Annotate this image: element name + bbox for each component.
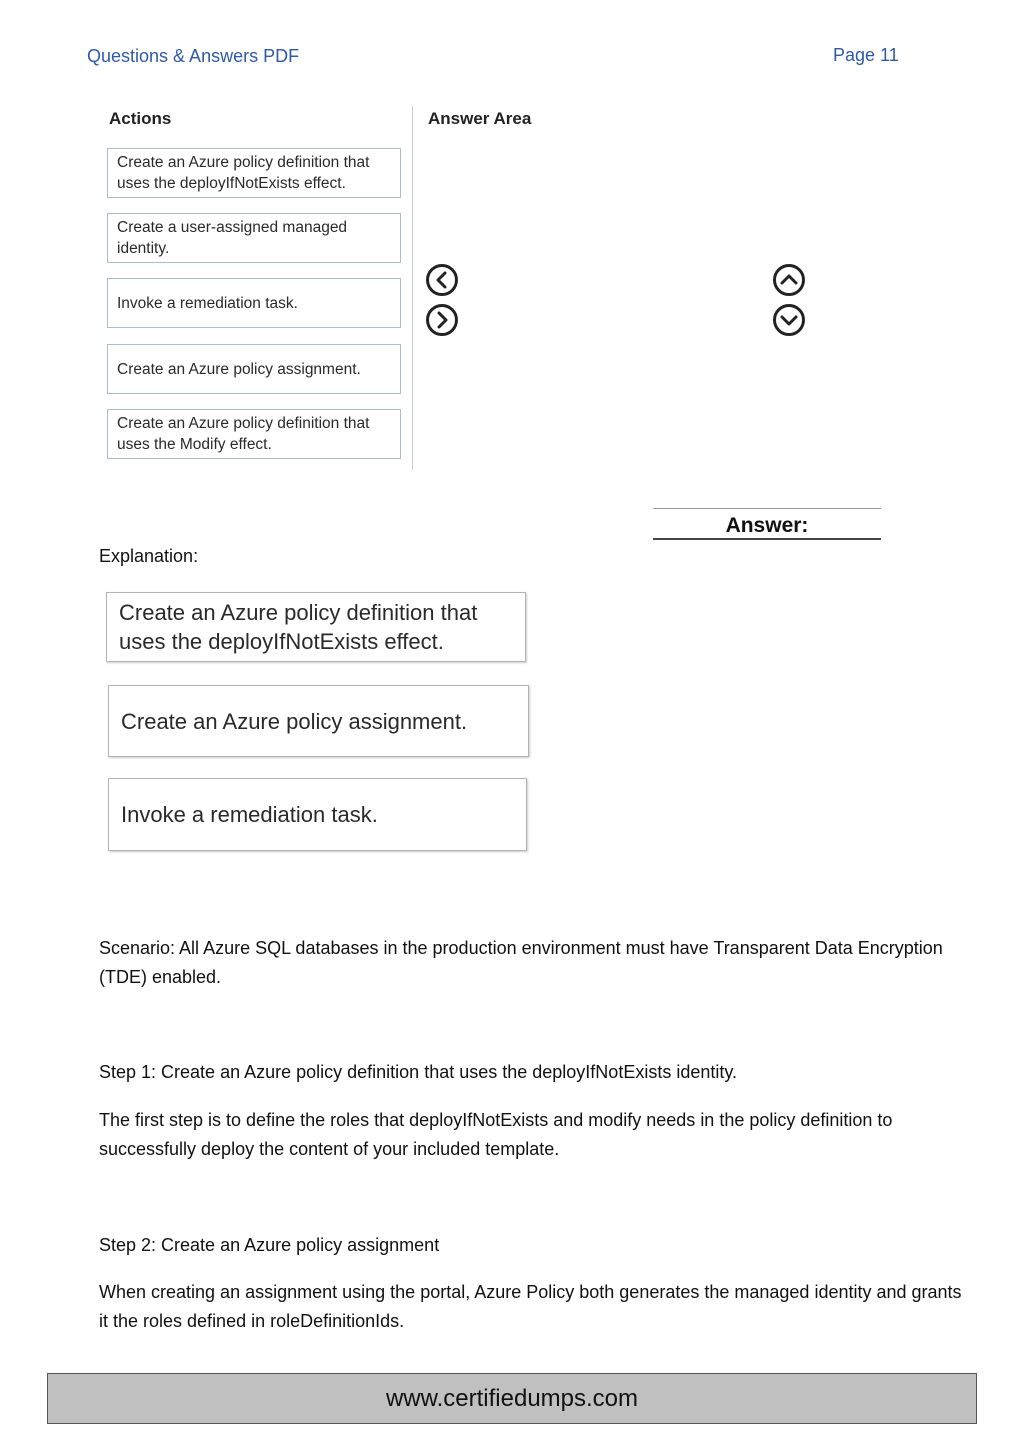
move-right-button[interactable]	[426, 304, 458, 336]
step-2-heading: Step 2: Create an Azure policy assignment	[99, 1235, 440, 1255]
page-number: Page 11	[833, 45, 899, 65]
answer-step: Create an Azure policy assignment.	[108, 685, 529, 757]
action-item[interactable]: Create an Azure policy assignment.	[107, 344, 401, 394]
chevron-up-icon	[780, 271, 798, 289]
move-up-button[interactable]	[773, 264, 805, 296]
step-2-paragraph: When creating an assignment using the portal, Azure Policy both generates the managed identity and grants it the roles defined in roleDefinitionIds.	[99, 1282, 962, 1331]
column-divider	[412, 106, 413, 470]
answer-area-heading: Answer Area	[428, 109, 532, 128]
step-1-paragraph: The first step is to define the roles that deployIfNotExists and modify needs in the policy definition to successfully deploy the content of your included template.	[99, 1110, 893, 1159]
answer-rule-top	[653, 508, 881, 509]
chevron-right-icon	[433, 311, 451, 329]
scenario-paragraph: Scenario: All Azure SQL databases in the production environment must have Transparent Data Encryption (TDE) enabled.	[99, 938, 943, 987]
actions-heading: Actions	[109, 109, 172, 128]
action-item[interactable]: Invoke a remediation task.	[107, 278, 401, 328]
answer-rule-bottom	[653, 538, 881, 540]
answer-step: Invoke a remediation task.	[108, 778, 527, 851]
document-title: Questions & Answers PDF	[87, 46, 300, 66]
action-item[interactable]: Create a user-assigned managed identity.	[107, 213, 401, 263]
step-1-heading: Step 1: Create an Azure policy definition that uses the deployIfNotExists identity.	[99, 1062, 738, 1082]
answer-step: Create an Azure policy definition that uses the deployIfNotExists effect.	[106, 592, 526, 662]
action-item[interactable]: Create an Azure policy definition that uses the Modify effect.	[107, 409, 401, 459]
footer-url: www.certifiedumps.com	[385, 1384, 639, 1412]
explanation-label: Explanation:	[99, 546, 199, 566]
move-down-button[interactable]	[773, 304, 805, 336]
chevron-left-icon	[433, 271, 451, 289]
action-item[interactable]: Create an Azure policy definition that uses the deployIfNotExists effect.	[107, 148, 401, 198]
footer-bar	[47, 1373, 977, 1424]
move-left-button[interactable]	[426, 264, 458, 296]
answer-label: Answer:	[725, 514, 809, 537]
chevron-down-icon	[780, 311, 798, 329]
